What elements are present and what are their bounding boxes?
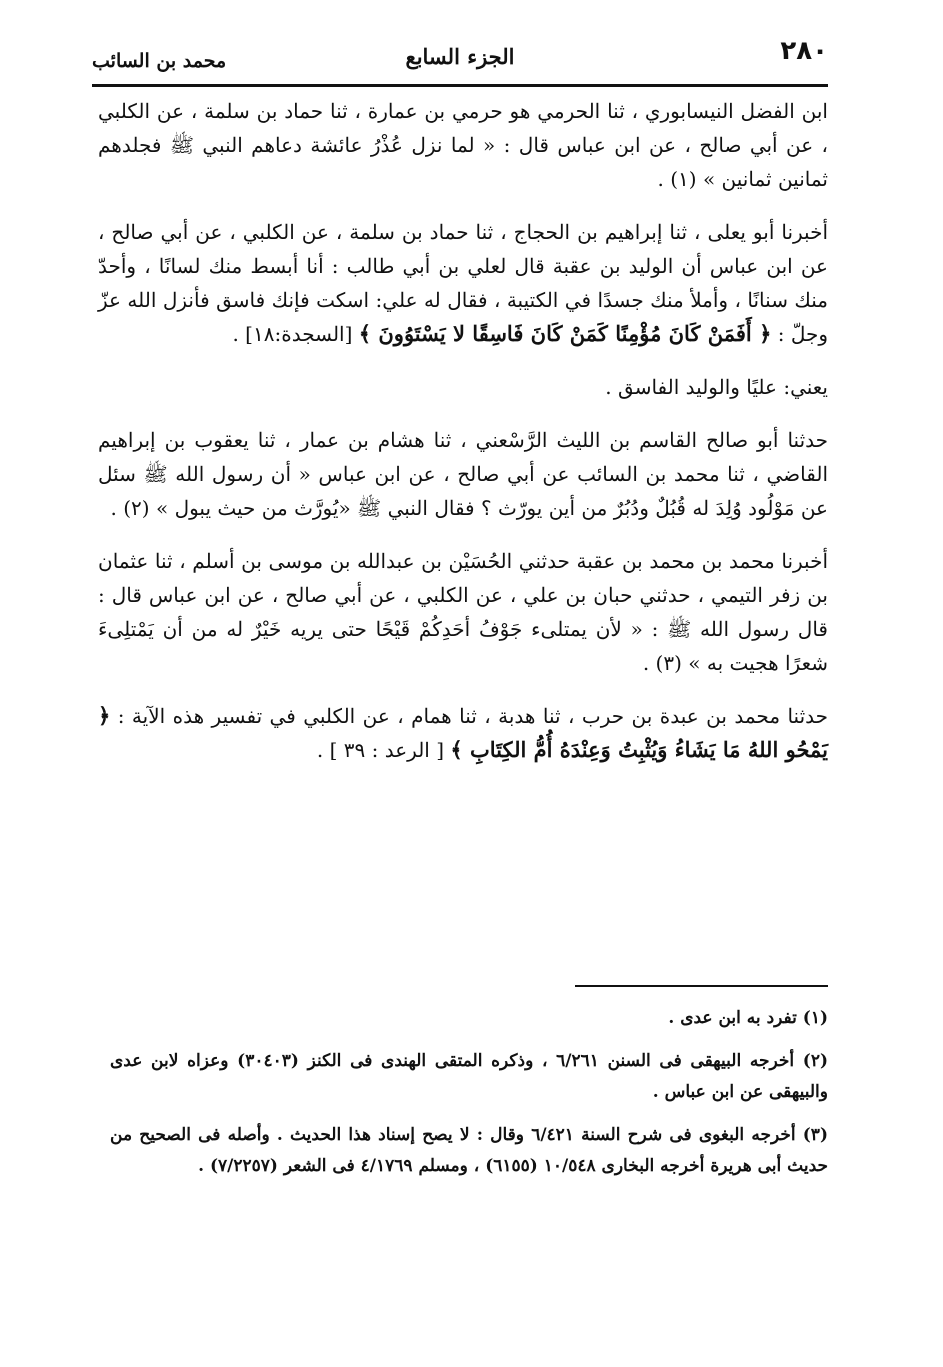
footnotes (110, 1003, 828, 1194)
paragraph-tail: [ الرعد : ٣٩ ] . (316, 738, 445, 762)
paragraph-6 (98, 699, 828, 767)
paragraph-2 (98, 215, 828, 351)
paragraph-text: حدثنا أبو صالح القاسم بن الليث الرَّسْعني ، ثنا هشام بن عمار ، ثنا يعقوب بن إبراهيم القاضي ، ثنا محمد بن السائب عن أبي صالح ، عن ابن عباس « أن رسول الله ﷺ سئل عن مَوْلُود وُلِدَ له قُبُلٌ ودُبُرٌ من أين يورّث ؟ فقال النبي ﷺ «يُورَّث من حيث يبول » (98, 428, 828, 520)
footnote-1: (١) تفرد به ابن عدى . (668, 1008, 828, 1028)
paragraph-tail: (٢) . (110, 496, 150, 520)
paragraph-1 (98, 94, 828, 196)
paragraph-5 (98, 544, 828, 680)
header-rule (92, 84, 828, 87)
page-header (92, 30, 828, 88)
volume-title: الجزء السابع (405, 44, 515, 69)
quran-verse: ﴿ يَمْحُو اللهُ مَا يَشَاءُ وَيُثْبِتُ وَعِنْدَهُ أُمُّ الكِتَابِ ﴾ (98, 703, 828, 762)
footnote-divider (575, 985, 828, 987)
paragraph-text: ابن الفضل النيسابوري ، ثنا الحرمي هو حرمي بن عمارة ، ثنا حماد بن سلمة ، عن الكلبي ، عن أبي صالح ، عن ابن عباس قال : « لما نزل عُذْرُ عائشة دعاهم النبي ﷺ فجلدهم ثمانين ثمانين » (98, 99, 828, 191)
page-number: ٢٨٠ (780, 36, 828, 66)
paragraph-text: يعني: عليًا والوليد الفاسق . (605, 375, 828, 399)
paragraph-text: حدثنا محمد بن عبدة بن حرب ، ثنا هدبة ، ثنا همام ، عن الكلبي في تفسير هذه الآية : (117, 704, 829, 728)
main-text (98, 94, 828, 786)
paragraph-4 (98, 423, 828, 525)
quran-verse: ﴿ أَفَمَنْ كَانَ مُؤْمِنًا كَمَنْ كَانَ فَاسِقًا لا يَسْتَوُونَ ﴾ (358, 321, 772, 346)
paragraph-tail: [السجدة:١٨] . (232, 322, 353, 346)
paragraph-3 (98, 370, 828, 404)
paragraph-tail: (٣) . (642, 651, 682, 675)
chapter-person-name: محمد بن السائب (92, 50, 227, 72)
paragraph-text: أخبرنا محمد بن محمد بن عقبة حدثني الحُسَيْن بن عبدالله بن موسى بن أسلم ، ثنا عثمان بن زفر التيمي ، حدثني حبان بن علي ، عن الكلبي ، عن أبي صالح ، عن ابن عباس قال : قال رسول الله ﷺ : « لأن يمتلىء جَوْفُ أحَدِكُمْ قَيْحًا حتى يريه خَيْرٌ له من أن يَمْتلِىءَ شعرًا هجيت به » (98, 549, 828, 675)
footnote-2: (٢) أخرجه البيهقى فى السنن ٦/٢٦١ ، وذكره المتقى الهندى فى الكنز (٣٠٤٠٣) وعزاه لابن عدى والبيهقى عن ابن عباس . (110, 1051, 828, 1102)
paragraph-tail: (١) . (657, 167, 697, 191)
footnote-3: (٣) أخرجه البغوى فى شرح السنة ٦/٤٢١ وقال : لا يصح إسناد هذا الحديث . وأصله فى الصحيح من حديث أبى هريرة أخرجه البخارى ١٠/٥٤٨ (٦١٥٥) ، ومسلم ٤/١٧٦٩ فى الشعر (٧/٢٢٥٧) . (110, 1125, 828, 1176)
paragraph-text: أخبرنا أبو يعلى ، ثنا إبراهيم بن الحجاج ، ثنا حماد بن سلمة ، عن الكلبي ، عن أبي صالح ، عن ابن عباس أن الوليد بن عقبة قال لعلي بن أبي طالب : أنا أبسط منك لسانًا ، وأحدّ منك سنانًا ، وأملأ منك جسدًا في الكتيبة ، فقال له علي: اسكت فإنك فاسق فأنزل الله عزّ وجلّ : (98, 220, 828, 346)
